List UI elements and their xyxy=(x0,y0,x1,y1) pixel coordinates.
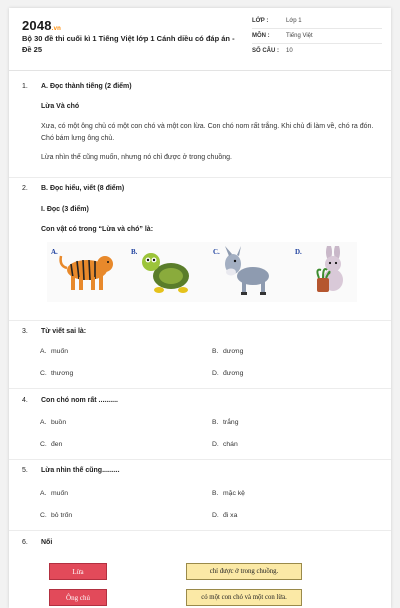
option-letter: D. xyxy=(212,441,219,448)
question-number: 6. xyxy=(22,539,28,546)
question-1-heading xyxy=(22,83,132,90)
image-label: A. xyxy=(51,248,58,256)
meta-value: 10 xyxy=(286,48,293,54)
match-right-item[interactable]: chỉ được ở trong chuồng. xyxy=(186,563,302,580)
option-text: đen xyxy=(51,441,63,448)
document-title: Bộ 30 đề thi cuối kì 1 Tiếng Việt lớp 1 Cánh diều có đáp án - Đề 25 xyxy=(22,34,235,54)
option-letter: C. xyxy=(40,512,47,519)
option-text: đương xyxy=(223,370,244,377)
option-text: buồn xyxy=(51,419,67,426)
match-right-item[interactable]: có một con chó và một con lừa. xyxy=(186,589,302,606)
option-d[interactable] xyxy=(212,441,238,448)
option-b[interactable] xyxy=(212,348,243,355)
option-text: đi xa xyxy=(223,512,238,519)
logo-text: 2048 xyxy=(22,18,52,33)
option-text: bỏ trốn xyxy=(51,512,73,519)
option-c[interactable] xyxy=(40,512,72,519)
story-paragraph-2: Lừa nhìn thế cũng muốn, nhưng nó chỉ được ở trong chuồng. xyxy=(41,154,232,161)
question-number: 4. xyxy=(22,397,28,404)
option-b[interactable] xyxy=(212,419,239,426)
option-letter: A. xyxy=(40,490,47,497)
image-label: C. xyxy=(213,248,220,256)
option-a[interactable] xyxy=(40,490,68,497)
option-text: trắng xyxy=(223,419,239,426)
question-4-heading xyxy=(22,397,118,404)
option-a[interactable] xyxy=(40,419,66,426)
option-c[interactable] xyxy=(40,370,73,377)
option-text: mặc kệ xyxy=(223,490,245,497)
option-c[interactable] xyxy=(40,441,62,448)
option-c-image[interactable] xyxy=(213,246,279,298)
meta-key: LỚP : xyxy=(252,18,269,24)
question-title: B. Đọc hiểu, viết (8 điểm) xyxy=(41,185,125,192)
image-label: D. xyxy=(295,248,302,256)
option-b[interactable] xyxy=(212,490,245,497)
meta-key: MÔN : xyxy=(252,33,270,39)
document-page xyxy=(9,8,391,608)
option-d-image[interactable] xyxy=(295,246,361,298)
divider xyxy=(9,320,391,321)
meta-value: Tiếng Việt xyxy=(286,33,313,39)
question-title: Nối xyxy=(41,539,53,546)
option-letter: C. xyxy=(40,370,47,377)
question-3-heading xyxy=(22,328,86,335)
option-text: thương xyxy=(51,370,74,377)
turtle-icon xyxy=(137,246,197,298)
option-d[interactable] xyxy=(212,512,237,519)
match-left-item[interactable]: Ông chủ xyxy=(49,589,107,606)
rabbit-icon xyxy=(301,246,361,298)
question-text: Con vật có trong “Lừa và chó” là: xyxy=(41,226,154,233)
donkey-icon xyxy=(219,246,279,298)
question-title: Từ viết sai là: xyxy=(41,328,87,335)
question-number: 2. xyxy=(22,185,28,192)
image-label: B. xyxy=(131,248,138,256)
match-left-item[interactable]: Lừa xyxy=(49,563,107,580)
story-paragraph-1: Xưa, có một ông chủ có một con chó và một con lừa. Con chó nom rất trắng. Khi chủ đi làm về, chó ra đón. Chó bám lưng ông chủ. xyxy=(41,123,374,142)
option-letter: A. xyxy=(40,419,47,426)
question-number: 1. xyxy=(22,83,28,90)
option-text: muốn xyxy=(51,348,69,355)
meta-table xyxy=(252,14,382,58)
option-letter: C. xyxy=(40,441,47,448)
question-2-heading xyxy=(22,185,124,192)
site-logo[interactable] xyxy=(22,18,61,33)
option-letter: B. xyxy=(212,490,219,497)
question-title: Con chó nom rất .......... xyxy=(41,397,119,404)
option-a-image[interactable] xyxy=(51,246,117,298)
question-number: 5. xyxy=(22,467,28,474)
section-subtitle: I. Đọc (3 điểm) xyxy=(41,206,89,213)
question-6-heading xyxy=(22,539,52,546)
question-title: A. Đọc thành tiếng (2 điểm) xyxy=(41,83,132,90)
option-text: dương xyxy=(223,348,244,355)
meta-key: SỐ CÂU : xyxy=(252,48,279,54)
divider xyxy=(9,177,391,178)
option-text: chán xyxy=(223,441,238,448)
question-number: 3. xyxy=(22,328,28,335)
tiger-icon xyxy=(57,246,117,298)
option-letter: A. xyxy=(40,348,47,355)
divider xyxy=(9,388,391,389)
divider xyxy=(9,530,391,531)
option-letter: B. xyxy=(212,419,219,426)
option-letter: B. xyxy=(212,348,219,355)
option-d[interactable] xyxy=(212,370,243,377)
question-5-heading xyxy=(22,467,120,474)
meta-value: Lớp 1 xyxy=(286,18,302,24)
option-a[interactable] xyxy=(40,348,68,355)
question-title: Lừa nhìn thế cũng......... xyxy=(41,467,120,474)
story-title: Lừa Và chó xyxy=(41,103,80,110)
document-header xyxy=(9,8,391,71)
option-letter: D. xyxy=(212,512,219,519)
meta-row-subject xyxy=(252,29,382,44)
animal-image-strip xyxy=(47,242,357,302)
option-b-image[interactable] xyxy=(131,246,197,298)
meta-row-count xyxy=(252,44,382,58)
divider xyxy=(9,459,391,460)
meta-row-grade xyxy=(252,14,382,29)
logo-suffix: .vn xyxy=(51,26,62,32)
option-letter: D. xyxy=(212,370,219,377)
option-text: muốn xyxy=(51,490,69,497)
